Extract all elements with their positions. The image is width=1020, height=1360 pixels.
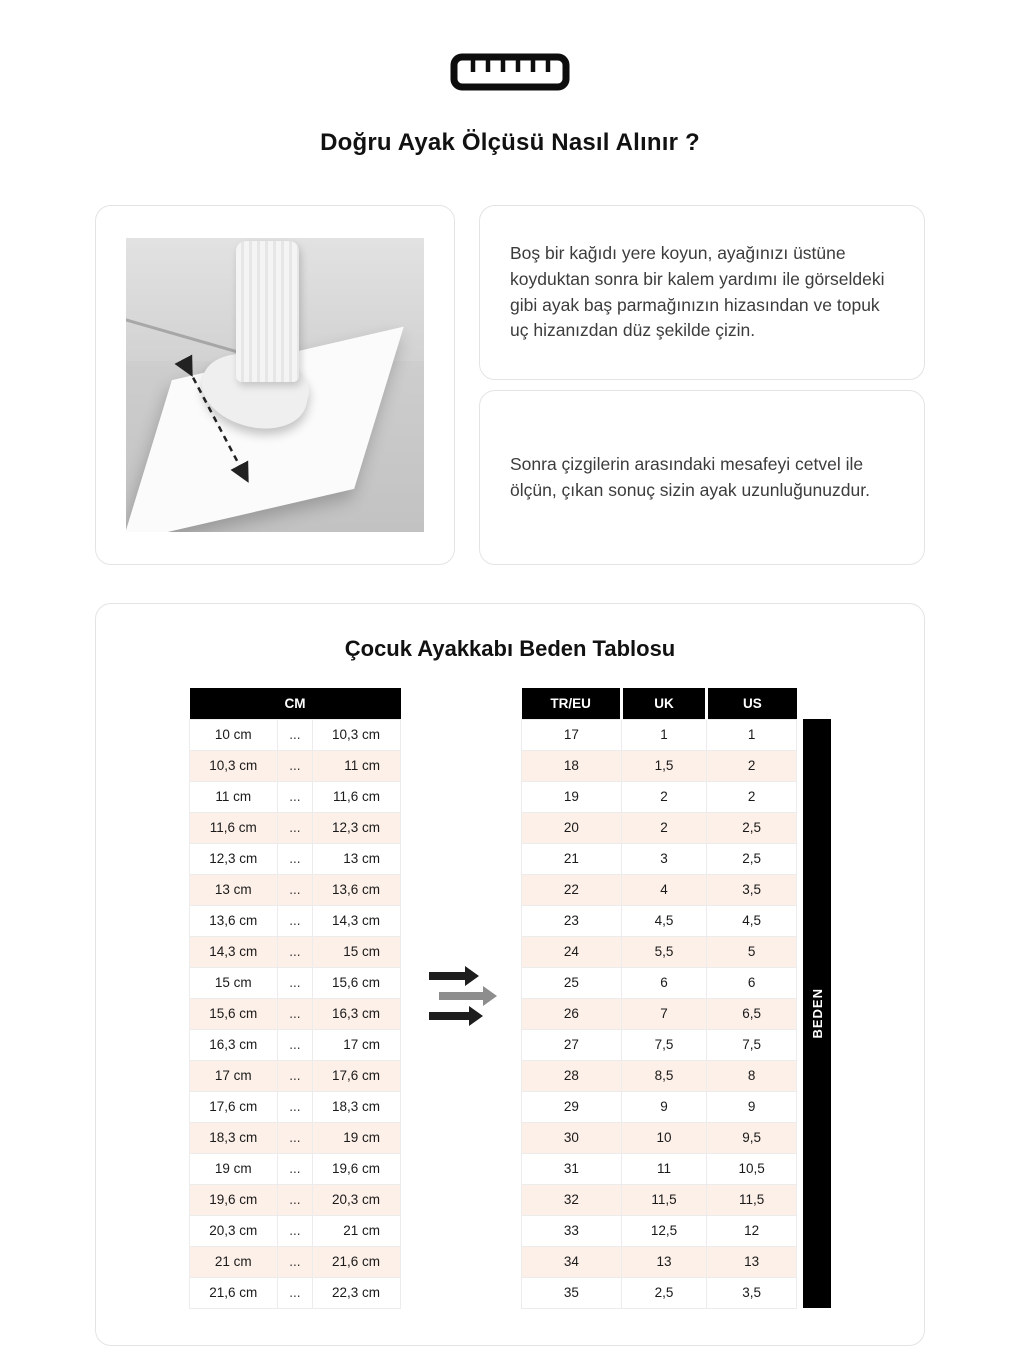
cm-from: 21 cm [190,1246,278,1277]
cm-from: 13 cm [190,874,278,905]
size-cell-us: 13 [707,1246,797,1277]
cm-separator: ... [277,905,313,936]
cm-to: 21,6 cm [313,1246,401,1277]
cm-to: 21 cm [313,1215,401,1246]
size-header-tr-eu: TR/EU [522,688,622,719]
size-cell-us: 2 [707,781,797,812]
cm-row [190,750,401,781]
cm-row [190,1060,401,1091]
size-cell-uk: 13 [621,1246,707,1277]
cm-to: 20,3 cm [313,1184,401,1215]
size-cell-tr-eu: 33 [522,1215,622,1246]
cm-from: 21,6 cm [190,1277,278,1308]
cm-to: 15,6 cm [313,967,401,998]
cm-row [190,781,401,812]
cm-separator: ... [277,998,313,1029]
size-row [522,719,797,750]
cm-separator: ... [277,1029,313,1060]
size-cell-us: 2,5 [707,812,797,843]
size-cell-tr-eu: 32 [522,1184,622,1215]
cm-to: 17 cm [313,1029,401,1060]
size-cell-tr-eu: 18 [522,750,622,781]
size-cell-uk: 8,5 [621,1060,707,1091]
cm-separator: ... [277,1184,313,1215]
ruler-icon [450,52,570,97]
cm-to: 11 cm [313,750,401,781]
size-cell-us: 5 [707,936,797,967]
size-cell-tr-eu: 24 [522,936,622,967]
cm-row [190,843,401,874]
size-cell-uk: 5,5 [621,936,707,967]
size-cell-us: 9,5 [707,1122,797,1153]
size-row [522,905,797,936]
foot-measure-photo [126,238,424,532]
instruction-text-column [479,205,925,565]
size-row [522,1246,797,1277]
cm-from: 12,3 cm [190,843,278,874]
cm-from: 20,3 cm [190,1215,278,1246]
cm-separator: ... [277,1277,313,1308]
cm-to: 12,3 cm [313,812,401,843]
cm-separator: ... [277,1246,313,1277]
cm-to: 14,3 cm [313,905,401,936]
cm-from: 11,6 cm [190,812,278,843]
size-table-body [522,719,797,1308]
cm-separator: ... [277,936,313,967]
size-cell-uk: 10 [621,1122,707,1153]
instruction-step-1: Boş bir kağıdı yere koyun, ayağınızı üstüne koyduktan sonra bir kalem yardımı ile görseldeki gibi ayak baş parmağınızın hizasından ve topuk uç hizanızdan düz şekilde çizin. [510,242,885,341]
instruction-card-2 [479,390,925,565]
size-cell-uk: 9 [621,1091,707,1122]
instruction-section [0,205,1020,565]
size-cell-tr-eu: 35 [522,1277,622,1308]
size-cell-uk: 4,5 [621,905,707,936]
cm-from: 15,6 cm [190,998,278,1029]
size-cell-us: 9 [707,1091,797,1122]
size-cell-tr-eu: 21 [522,843,622,874]
size-table-title: Çocuk Ayakkabı Beden Tablosu [344,636,676,661]
size-cell-uk: 4 [621,874,707,905]
measure-dashed-line [126,238,424,532]
size-row [522,1060,797,1091]
size-row [522,967,797,998]
size-cell-us: 8 [707,1060,797,1091]
size-row [522,874,797,905]
size-cell-tr-eu: 34 [522,1246,622,1277]
cm-row [190,936,401,967]
cm-separator: ... [277,1060,313,1091]
size-cell-us: 2 [707,750,797,781]
size-cell-uk: 6 [621,967,707,998]
cm-from: 14,3 cm [190,936,278,967]
cm-to: 13,6 cm [313,874,401,905]
cm-from: 13,6 cm [190,905,278,936]
size-header-us: US [707,688,797,719]
size-cell-uk: 11,5 [621,1184,707,1215]
cm-from: 10 cm [190,719,278,750]
size-cell-uk: 2 [621,812,707,843]
size-cell-us: 6,5 [707,998,797,1029]
cm-separator: ... [277,750,313,781]
cm-separator: ... [277,812,313,843]
cm-to: 13 cm [313,843,401,874]
size-row [522,998,797,1029]
cm-row [190,874,401,905]
size-cell-tr-eu: 19 [522,781,622,812]
cm-from: 15 cm [190,967,278,998]
size-cell-us: 7,5 [707,1029,797,1060]
size-cell-tr-eu: 20 [522,812,622,843]
cm-row [190,905,401,936]
size-cell-us: 12 [707,1215,797,1246]
cm-row [190,1153,401,1184]
size-row [522,781,797,812]
cm-to: 22,3 cm [313,1277,401,1308]
cm-row [190,1029,401,1060]
size-cell-tr-eu: 27 [522,1029,622,1060]
cm-table [189,688,401,1309]
transfer-arrows-icon [427,965,499,1032]
size-row [522,1029,797,1060]
instruction-step-2: Sonra çizgilerin arasındaki mesafeyi cetvel ile ölçün, çıkan sonuç sizin ayak uzunluğunuzdur. [510,453,870,500]
size-row [522,750,797,781]
cm-from: 16,3 cm [190,1029,278,1060]
size-cell-uk: 1 [621,719,707,750]
cm-row [190,1122,401,1153]
cm-to: 16,3 cm [313,998,401,1029]
size-row [522,1122,797,1153]
cm-separator: ... [277,1122,313,1153]
cm-from: 10,3 cm [190,750,278,781]
cm-from: 11 cm [190,781,278,812]
size-cell-uk: 7,5 [621,1029,707,1060]
size-cell-tr-eu: 22 [522,874,622,905]
size-cell-us: 1 [707,719,797,750]
size-cell-us: 4,5 [707,905,797,936]
cm-row [190,1277,401,1308]
cm-to: 17,6 cm [313,1060,401,1091]
size-cell-us: 2,5 [707,843,797,874]
size-row [522,1277,797,1308]
size-cell-uk: 2 [621,781,707,812]
size-cell-tr-eu: 25 [522,967,622,998]
size-cell-uk: 7 [621,998,707,1029]
size-table-card [95,603,925,1346]
cm-from: 19,6 cm [190,1184,278,1215]
cm-separator: ... [277,781,313,812]
cm-from: 17 cm [190,1060,278,1091]
size-row [522,1184,797,1215]
size-row [522,1091,797,1122]
cm-separator: ... [277,874,313,905]
size-cell-us: 3,5 [707,874,797,905]
size-cell-tr-eu: 28 [522,1060,622,1091]
size-row [522,1215,797,1246]
cm-row [190,967,401,998]
size-tables-row [96,688,924,1309]
cm-to: 19,6 cm [313,1153,401,1184]
cm-separator: ... [277,967,313,998]
size-header-uk: UK [621,688,707,719]
instruction-card-1 [479,205,925,380]
beden-side-bar [803,719,831,1308]
cm-table-header: CM [190,688,401,719]
size-cell-us: 11,5 [707,1184,797,1215]
size-row [522,1153,797,1184]
page-header [0,0,1020,157]
cm-separator: ... [277,1153,313,1184]
size-cell-tr-eu: 31 [522,1153,622,1184]
size-table [521,688,797,1309]
size-cell-uk: 12,5 [621,1215,707,1246]
cm-row [190,1184,401,1215]
size-cell-us: 3,5 [707,1277,797,1308]
size-row [522,843,797,874]
cm-from: 17,6 cm [190,1091,278,1122]
size-cell-uk: 2,5 [621,1277,707,1308]
size-cell-uk: 1,5 [621,750,707,781]
size-cell-uk: 11 [621,1153,707,1184]
cm-row [190,1091,401,1122]
cm-separator: ... [277,719,313,750]
cm-from: 19 cm [190,1153,278,1184]
measure-photo-card [95,205,455,565]
size-row [522,936,797,967]
cm-to: 15 cm [313,936,401,967]
beden-label: BEDEN [809,988,825,1039]
page-title: Doğru Ayak Ölçüsü Nasıl Alınır ? [320,129,700,156]
cm-row [190,719,401,750]
cm-row [190,1246,401,1277]
size-cell-tr-eu: 29 [522,1091,622,1122]
size-cell-tr-eu: 30 [522,1122,622,1153]
size-cell-us: 6 [707,967,797,998]
size-cell-tr-eu: 23 [522,905,622,936]
cm-to: 19 cm [313,1122,401,1153]
cm-row [190,998,401,1029]
cm-to: 11,6 cm [313,781,401,812]
cm-to: 18,3 cm [313,1091,401,1122]
cm-from: 18,3 cm [190,1122,278,1153]
cm-separator: ... [277,843,313,874]
cm-separator: ... [277,1091,313,1122]
size-cell-tr-eu: 26 [522,998,622,1029]
size-cell-us: 10,5 [707,1153,797,1184]
size-row [522,812,797,843]
cm-row [190,1215,401,1246]
cm-separator: ... [277,1215,313,1246]
size-cell-tr-eu: 17 [522,719,622,750]
cm-table-body [190,719,401,1308]
cm-to: 10,3 cm [313,719,401,750]
cm-row [190,812,401,843]
size-cell-uk: 3 [621,843,707,874]
